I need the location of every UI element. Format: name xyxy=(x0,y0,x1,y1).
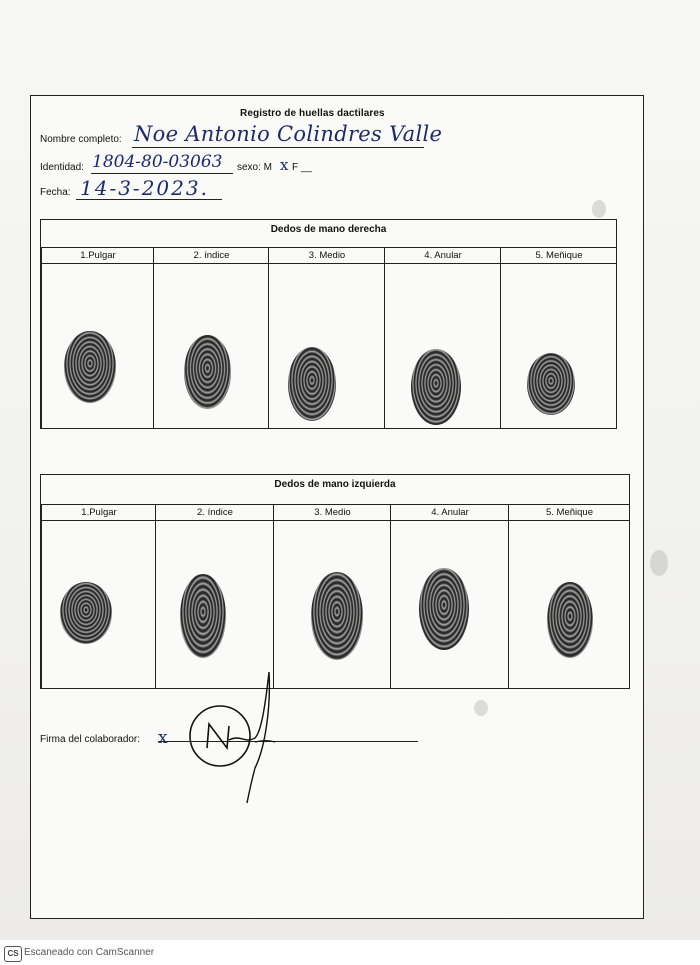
left-hand-title: Dedos de mano izquierda xyxy=(274,479,396,490)
left-hand-table xyxy=(40,474,630,689)
left-finger-cell-2 xyxy=(155,504,274,688)
right-finger-cell-2 xyxy=(153,247,269,428)
right-finger-cell-5 xyxy=(500,247,617,428)
right-finger-cell-4 xyxy=(384,247,501,428)
signature-drawing xyxy=(175,668,295,808)
fingerprint-image xyxy=(180,574,226,658)
left-finger-label: 1.Pulgar xyxy=(81,507,117,518)
date-underline xyxy=(76,199,222,200)
fingerprint-image xyxy=(547,582,593,658)
right-finger-cell-1 xyxy=(41,247,154,428)
name-label: Nombre completo: xyxy=(40,134,122,145)
fingerprint-image xyxy=(64,331,116,403)
right-hand-title: Dedos de mano derecha xyxy=(270,224,387,235)
right-finger-label: 3. Medio xyxy=(308,250,346,261)
sex-mark: x xyxy=(280,156,289,174)
right-finger-label: 2. índice xyxy=(193,250,230,261)
fingerprint-image xyxy=(527,353,575,415)
right-finger-label: 5. Meñique xyxy=(535,250,583,261)
scan-speck xyxy=(592,200,606,218)
left-finger-cell-1 xyxy=(41,504,156,688)
left-finger-cell-3 xyxy=(273,504,391,688)
fingerprint-image xyxy=(60,582,112,644)
id-label: Identidad: xyxy=(40,162,84,173)
left-finger-label: 2. índice xyxy=(197,507,233,518)
scan-speck xyxy=(474,700,488,716)
right-finger-label: 4. Anular xyxy=(424,250,462,261)
id-value: 1804-80-03063 xyxy=(92,152,223,172)
fingerprint-image xyxy=(419,568,469,650)
fingerprint-image xyxy=(184,335,231,409)
name-underline xyxy=(132,147,424,148)
fingerprint-image xyxy=(288,347,336,421)
name-value: Noe Antonio Colindres Valle xyxy=(134,122,443,146)
fingerprint-image xyxy=(311,572,363,660)
fingerprint-image xyxy=(411,349,461,425)
right-finger-label: 1.Pulgar xyxy=(80,250,116,261)
signature-label: Firma del colaborador: xyxy=(40,734,141,745)
left-finger-label: 3. Medio xyxy=(314,507,351,518)
form-title: Registro de huellas dactilares xyxy=(240,108,385,119)
left-finger-cell-4 xyxy=(390,504,509,688)
date-value: 14-3-2023. xyxy=(80,176,209,200)
right-finger-cell-3 xyxy=(268,247,385,428)
camscanner-logo: CS xyxy=(4,946,22,962)
signature-x-mark: x xyxy=(158,728,168,748)
sex-f-label: F __ xyxy=(292,162,313,173)
sex-label: sexo: M xyxy=(237,162,273,173)
camscanner-text: Escaneado con CamScanner xyxy=(24,947,155,958)
left-finger-label: 5. Meñique xyxy=(545,507,593,518)
date-label: Fecha: xyxy=(40,187,71,198)
left-finger-label: 4. Anular xyxy=(431,507,469,518)
scan-speck xyxy=(650,550,668,576)
id-underline xyxy=(91,173,233,174)
left-finger-cell-5 xyxy=(508,504,630,688)
right-hand-table xyxy=(40,219,617,429)
